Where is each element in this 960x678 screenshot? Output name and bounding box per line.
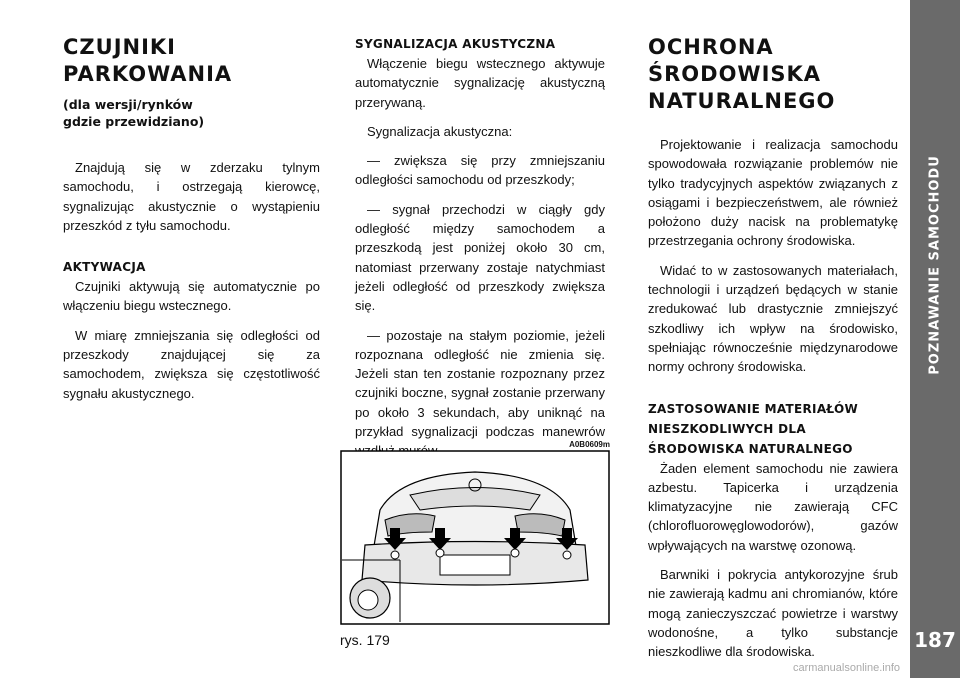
column-environment	[648, 34, 898, 662]
materials-paragraph-1: Żaden element samochodu nie zawiera azbestu. Tapicerka i urządzenia klimatyzacyjne nie zawierają CFC (chlorofluorowęglowodorów), gazów wpływających na warstwę ozonową.	[648, 460, 898, 553]
heading-acoustic-signal: SYGNALIZACJA AKUSTYCZNA	[355, 37, 556, 51]
section-title-environment: OCHRONA ŚRODOWISKA NATURALNEGO	[648, 35, 836, 113]
acoustic-paragraph-1: Włączenie biegu wstecznego aktywuje automatycznie sygnalizację akustyczną przerywaną.	[355, 56, 605, 110]
section-title-parking-sensors: CZUJNIKI PARKOWANIA	[63, 35, 233, 86]
heading-materials: ZASTOSOWANIE MATERIAŁÓW NIESZKODLIWYCH DLA ŚRODOWISKA NATURALNEGO	[648, 401, 859, 456]
figure-code: A0B0609m	[569, 440, 610, 449]
section-sidebar	[910, 0, 960, 678]
watermark: carmanualsonline.info	[792, 662, 900, 674]
page-number: 187	[914, 628, 956, 652]
heading-activation: AKTYWACJA	[63, 260, 146, 275]
acoustic-paragraph-5: — pozostaje na stałym poziomie, jeżeli rozpoznana odległość nie zmienia się. Jeżeli stan ten zostanie rozpoznany przez czujniki boczne, sygnał zostanie przerwany po około 3 sekundach, aby uniknąć na przykład sygnalizacji podczas manewrów	[355, 327, 605, 440]
activation-paragraph-2: W miarę zmniejszania się odległości od przeszkody znajdującej się za samochodem, zwiększa się częstotliwość sygnału akustycznego.	[63, 327, 320, 401]
column-parking-sensors	[63, 34, 320, 403]
environment-paragraph-2: Widać to w zastosowanych materiałach, technologii i urządzeń będących w stanie zredukować lub drastycznie zmniejszyć szkodliwy ich wpływ na środowisko, spełniając równocześnie międzynarodowe normy ochrony środowiska.	[648, 262, 898, 375]
acoustic-paragraph-3: — zwiększa się przy zmniejszaniu odległości samochodu od przeszkody;	[355, 153, 605, 188]
intro-paragraph: Znajdują się w zderzaku tylnym samochodu, i ostrzegają kierowcę, sygnalizując akustycznie o wystąpieniu przeszkód z tyłu samochodu.	[63, 160, 320, 233]
section-subtitle: (dla wersji/rynków gdzie przewidziano)	[63, 97, 205, 129]
rear-bumper-illustration	[340, 450, 610, 625]
environment-paragraph-1: Projektowanie i realizacja samochodu spowodowała rozwiązanie problemów nie tylko tradycyjnych aspektów związanych z osiągami i bezpieczeństwem, ale również położono duży nacisk na problematykę przestrzegania ochrony środowiska.	[648, 137, 898, 249]
activation-paragraph-1: Czujniki aktywują się automatycznie po włączeniu biegu wstecznego.	[63, 279, 320, 314]
acoustic-paragraph-4: — sygnał przechodzi w ciągły gdy odległość między samochodem a przeszkodą jest poniżej około 30 cm, natomiast przerwany zostaje natychmiast jeżeli odległość od przeszkody zwiększa się.	[355, 201, 605, 314]
figure-caption: rys. 179	[340, 632, 390, 648]
sidebar-section-title: POZNAWANIE SAMOCHODU	[927, 155, 943, 375]
figure-rear-bumper-sensors	[340, 440, 610, 625]
column-acoustic-signal	[355, 34, 605, 461]
acoustic-paragraph-2: Sygnalizacja akustyczna:	[367, 123, 513, 139]
materials-paragraph-2: Barwniki i pokrycia antykorozyjne śrub nie zawierają kadmu ani chromianów, które mogą zanieczyszczać powietrze i warstwy wodonośne, a tylko substancje nieszkodliwe dla środowiska.	[648, 567, 898, 660]
